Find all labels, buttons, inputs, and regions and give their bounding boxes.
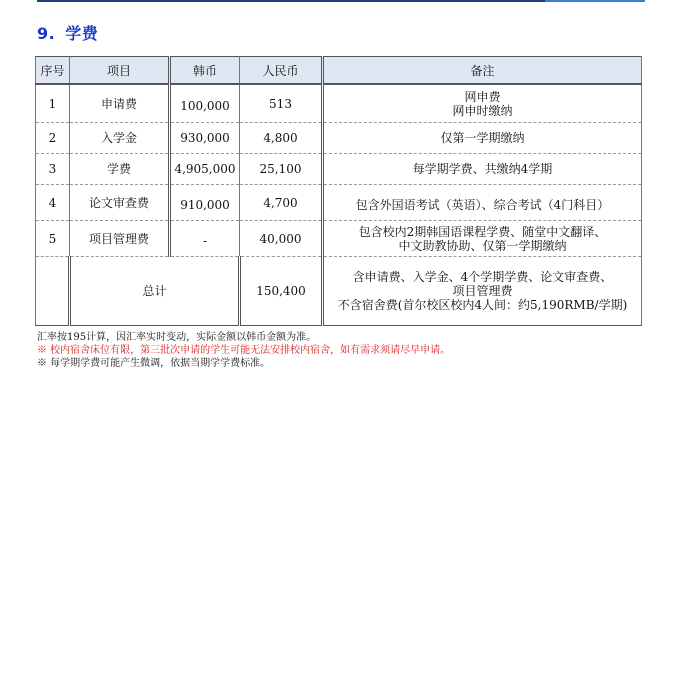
total-label: 总计 (70, 257, 240, 326)
total-rmb: 150,400 (240, 257, 323, 326)
row-rmb: 4,700 (240, 185, 323, 221)
row-item: 论文审查费 (70, 185, 170, 221)
row-note-line: 网申时缴纳 (452, 103, 513, 118)
top-rule-accent (545, 0, 645, 2)
row-item: 入学金 (70, 123, 170, 154)
row-krw: 100,000 (170, 84, 240, 123)
row-note (323, 123, 642, 154)
table-header-row (36, 57, 642, 85)
row-item: 学费 (70, 154, 170, 185)
row-note-line: 每学期学费、共缴纳4学期 (412, 162, 553, 176)
row-note (323, 185, 642, 221)
total-no-cell (36, 257, 70, 326)
row-rmb: 25,100 (240, 154, 323, 185)
row-no: 3 (36, 154, 70, 185)
total-note-line: 不含宿舍费(首尔校区校内4人间：约5,190RMB/学期) (337, 298, 628, 312)
row-krw: - (170, 221, 240, 257)
row-note-line: 仅第一学期缴纳 (440, 131, 525, 145)
table-row (36, 84, 642, 123)
section-title-text: 学费 (65, 24, 99, 43)
exchange-rate-note: 汇率按195计算，因汇率实时变动，实际金额以韩币金额为准。 (37, 332, 317, 343)
row-note-line: 网申费 (464, 89, 501, 104)
section-number: 9. (37, 24, 56, 43)
total-note (323, 257, 642, 326)
row-no: 2 (36, 123, 70, 154)
header-note: 备注 (323, 57, 642, 85)
header-no: 序号 (36, 57, 70, 85)
row-note-line: 包含校内2期韩国语课程学费、随堂中文翻译、 (358, 224, 607, 239)
total-note-line: 项目管理费 (452, 284, 513, 298)
footnotes (37, 331, 450, 370)
row-krw: 930,000 (170, 123, 240, 154)
header-rmb: 人民币 (240, 57, 323, 85)
table-row (36, 123, 642, 154)
header-item: 项目 (70, 57, 170, 85)
row-note (323, 84, 642, 123)
table-row (36, 221, 642, 257)
table-row (36, 154, 642, 185)
row-no: 4 (36, 185, 70, 221)
tuition-table (35, 56, 642, 326)
row-item: 项目管理费 (70, 221, 170, 257)
table-total-row (36, 257, 642, 326)
total-note-line: 含申请费、入学金、4个学期学费、论文审查费、 (352, 270, 613, 284)
row-no: 1 (36, 84, 70, 123)
row-note (323, 221, 642, 257)
row-note (323, 154, 642, 185)
row-rmb: 513 (240, 84, 323, 123)
section-title (37, 21, 98, 44)
row-note-line: 中文助教协助、仅第一学期缴纳 (398, 238, 567, 253)
row-rmb: 40,000 (240, 221, 323, 257)
table-row (36, 185, 642, 221)
row-rmb: 4,800 (240, 123, 323, 154)
dormitory-warning: ※ 校内宿舍床位有限，第三批次申请的学生可能无法安排校内宿舍，如有需求须请尽早申请。 (37, 345, 451, 356)
row-krw: 4,905,000 (170, 154, 240, 185)
row-note-line: 包含外国语考试（英语）、综合考试（4门科目） (355, 198, 610, 212)
tuition-adjust-note: ※ 每学期学费可能产生微调，依据当期学学费标准。 (37, 358, 271, 369)
header-krw: 韩币 (170, 57, 240, 85)
row-no: 5 (36, 221, 70, 257)
row-item: 申请费 (70, 84, 170, 123)
row-krw: 910,000 (170, 185, 240, 221)
